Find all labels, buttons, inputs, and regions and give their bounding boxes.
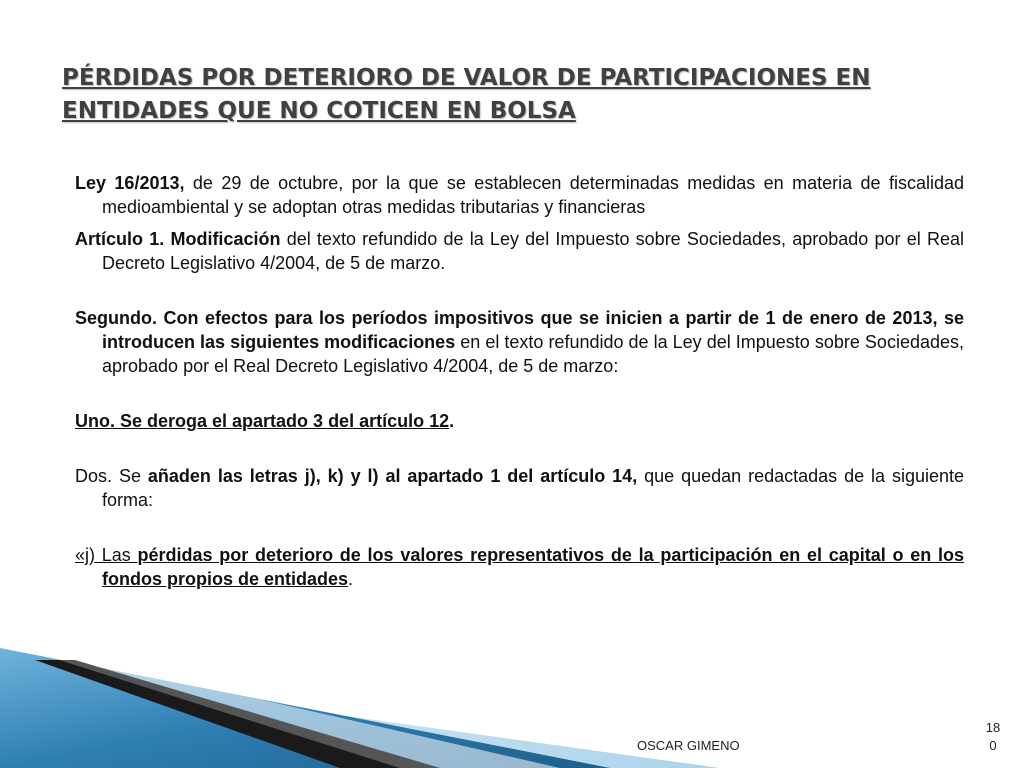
letra-j-lead: «j) Las: [75, 545, 138, 565]
ley-bold: Ley 16/2013,: [75, 173, 185, 193]
page-number-line1: 18: [985, 720, 1001, 735]
paragraph-ley: [75, 171, 964, 219]
letra-j-bold-underlined: pérdidas por deterioro de los valores representativos de la participación en el capital o en los fondos propios de entidades: [102, 545, 964, 589]
articulo-bold: Artículo 1. Modificación: [75, 229, 281, 249]
dos-lead: Dos. Se: [75, 466, 148, 486]
segundo-bold: Segundo. Con efectos para los períodos impositivos que se inicien a partir de 1 de enero de 2013, se introducen las siguientes modificaciones: [75, 308, 964, 352]
slide-body: [75, 171, 964, 591]
ley-text: de 29 de octubre, por la que se establecen determinadas medidas en materia de fiscalidad medioambiental y se adoptan otras medidas tributarias y financieras: [102, 173, 964, 217]
paragraph-letra-j: [75, 543, 964, 591]
articulo-text: del texto refundido de la Ley del Impuesto sobre Sociedades, aprobado por el Real Decreto Legislativo 4/2004, de 5 de marzo.: [102, 229, 964, 273]
paragraph-articulo: [75, 227, 964, 275]
dos-text: que quedan redactadas de la siguiente forma:: [102, 466, 965, 510]
letra-j-period: .: [348, 569, 354, 589]
uno-bold-underlined: Uno. Se deroga el apartado 3 del artículo 12: [75, 411, 450, 431]
dos-bold: añaden las letras j), k) y l) al apartado 1 del artículo 14,: [147, 466, 638, 486]
page-number: [983, 719, 1003, 755]
paragraph-segundo: [75, 306, 964, 378]
paragraph-dos: [75, 464, 964, 512]
paragraph-uno: [75, 409, 964, 433]
footer-author: OSCAR GIMENO: [637, 738, 740, 753]
segundo-text: en el texto refundido de la Ley del Impuesto sobre Sociedades, aprobado por el Real Decreto Legislativo 4/2004, de 5 de marzo:: [102, 332, 964, 376]
uno-period: .: [449, 411, 455, 431]
page-number-line2: 0: [989, 738, 997, 753]
slide-title: PÉRDIDAS POR DETERIORO DE VALOR DE PARTICIPACIONES EN ENTIDADES QUE NO COTICEN EN BOLSA: [62, 65, 871, 124]
